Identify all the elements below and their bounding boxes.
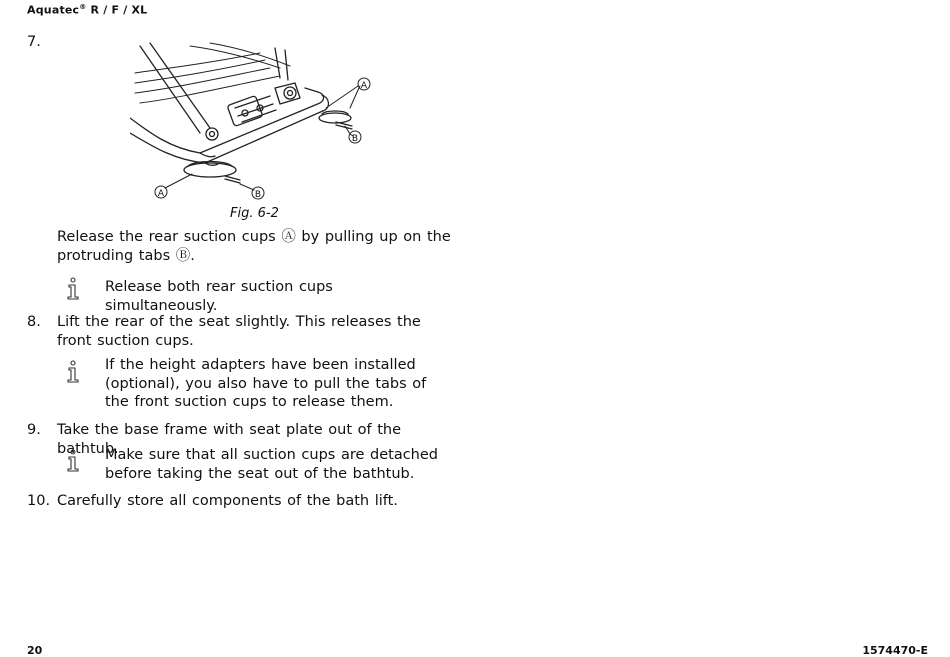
page-header (27, 3, 147, 17)
model-list: R / F / XL (86, 3, 148, 17)
callout-b-front: B (254, 190, 262, 200)
step-number-9: 9. (27, 422, 41, 438)
bath-lift-figure (130, 38, 380, 208)
info-icon (66, 360, 80, 384)
product-name: Aquatec (27, 3, 80, 17)
step-10-text: Carefully store all components of the bath lift. (57, 493, 398, 509)
step-9-text: Take the base frame with seat plate out of the bathtub. (57, 422, 402, 457)
document-id: 1574470-E (862, 644, 928, 657)
step-9-note: Make sure that all suction cups are detached before taking the seat out of the bathtub. (105, 447, 439, 482)
info-icon (66, 277, 80, 301)
info-icon (66, 449, 80, 473)
step-8-text: Lift the rear of the seat slightly. This releases the front suction cups. (57, 314, 421, 349)
step-number-8: 8. (27, 314, 41, 330)
step-8-note: If the height adapters have been installed (optional), you also have to pull the tabs of the front suction cups to release them. (105, 357, 427, 410)
step-7-note: Release both rear suction cups simultaneously. (105, 279, 333, 314)
step-7-text: Release the rear suction cups Ⓐ by pulling up on the protruding tabs Ⓑ. (57, 229, 451, 264)
step-number-10: 10. (27, 493, 51, 509)
callout-b-rear: B (351, 134, 359, 144)
callout-a-front: A (157, 189, 165, 199)
registered-mark: ® (79, 3, 87, 11)
page-number: 20 (27, 644, 43, 657)
figure-caption: Fig. 6-2 (230, 206, 279, 221)
step-number-7: 7. (27, 34, 41, 50)
callout-a-rear: A (360, 81, 368, 91)
